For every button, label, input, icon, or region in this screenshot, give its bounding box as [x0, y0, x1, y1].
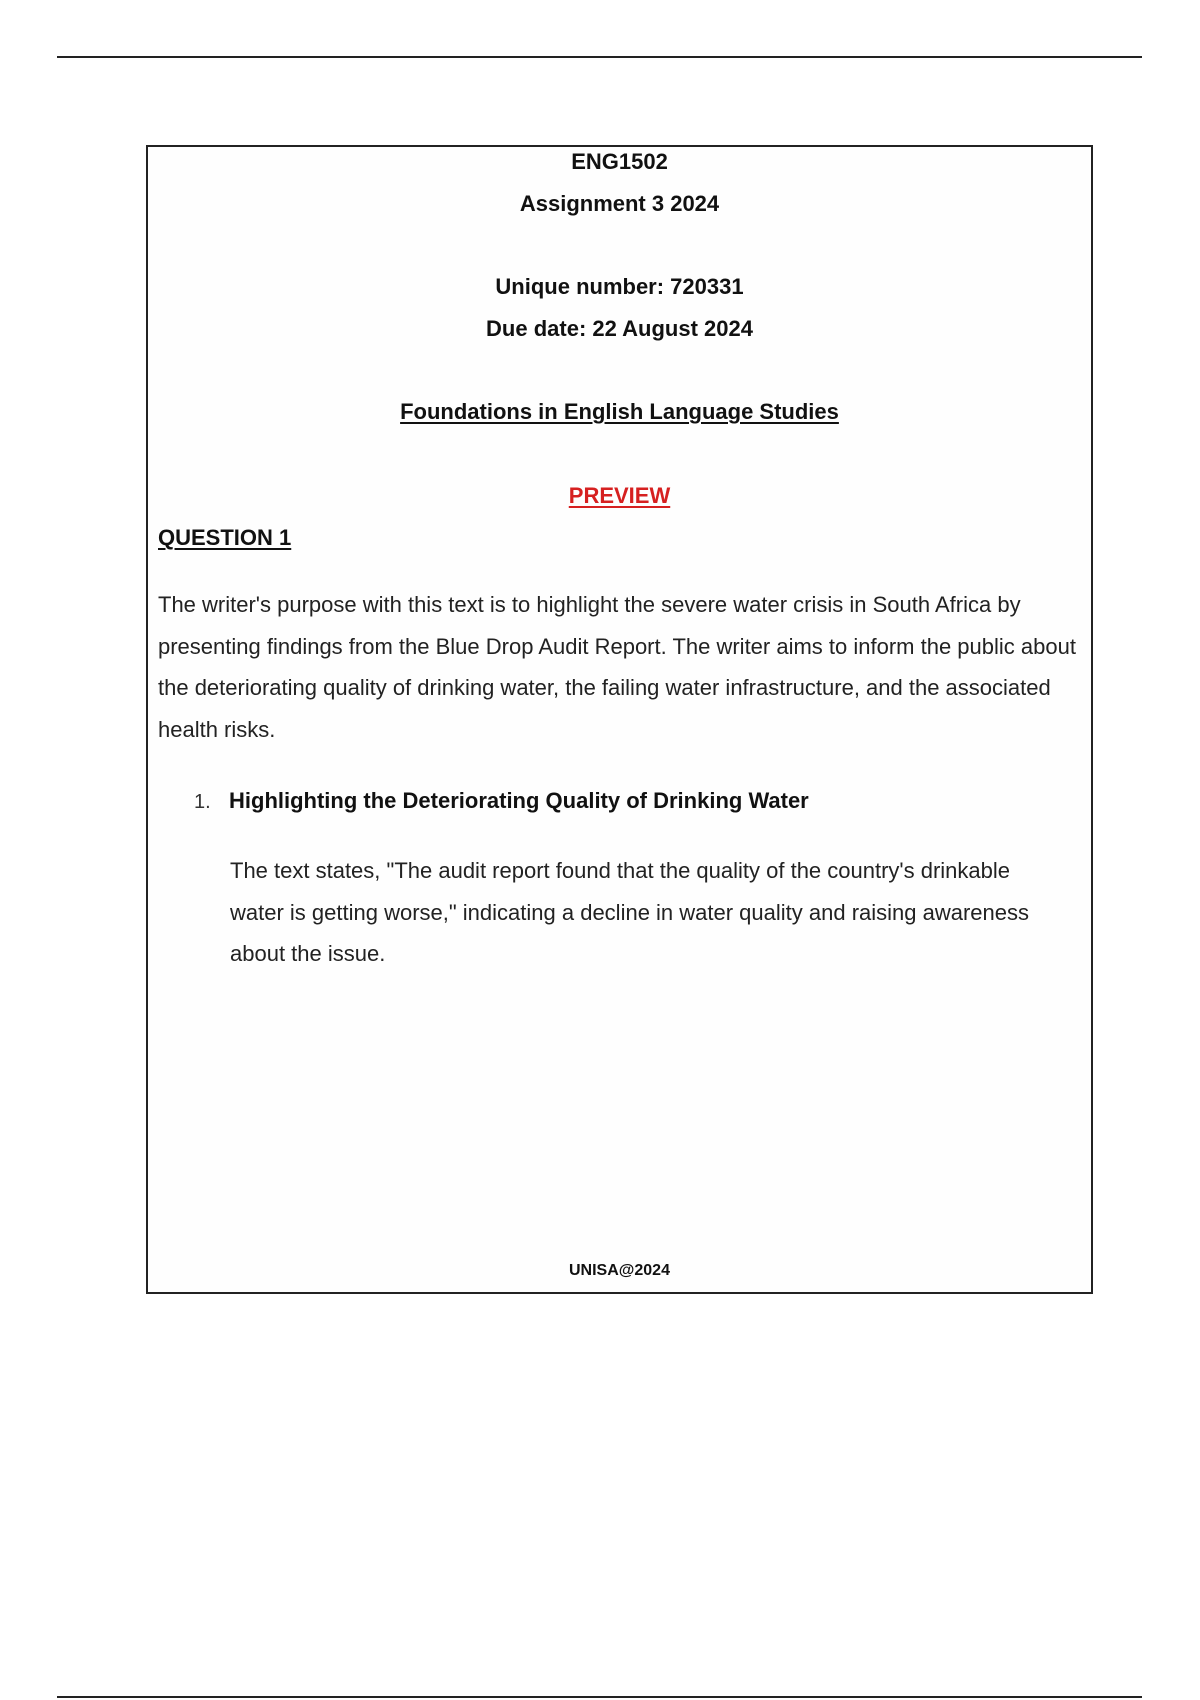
- course-name-text: Foundations in English Language Studies: [400, 399, 839, 424]
- course-name-heading: [148, 401, 1091, 423]
- due-date: Due date: 22 August 2024: [486, 316, 753, 341]
- preview-label: [148, 485, 1091, 507]
- assignment-title: Assignment 3 2024: [519, 191, 720, 216]
- list-item-title: Highlighting the Deteriorating Quality of Drinking Water: [229, 788, 809, 813]
- top-divider: [57, 56, 1142, 58]
- intro-paragraph: The writer's purpose with this text is to highlight the severe water crisis in South Africa by presenting findings from the Blue Drop Audit Report. The writer aims to inform the public about the deteriorating quality of drinking water, the failing water infrastructure, and the associated health risks.: [158, 592, 1076, 742]
- bottom-divider: [57, 1696, 1142, 1698]
- page-footer: UNISA@2024: [569, 1262, 670, 1279]
- list-item-heading: [194, 787, 1074, 816]
- question-heading: QUESTION 1: [158, 525, 292, 550]
- document-page: [146, 145, 1093, 1294]
- preview-text: PREVIEW: [568, 483, 671, 508]
- list-item-body: The text states, "The audit report found that the quality of the country's drinkable water is getting worse," indicating a decline in water quality and raising awareness about the issue.: [230, 858, 1030, 966]
- course-code: ENG1502: [571, 149, 668, 174]
- unique-number: Unique number: 720331: [495, 274, 744, 299]
- list-item-number: 1.: [194, 791, 211, 813]
